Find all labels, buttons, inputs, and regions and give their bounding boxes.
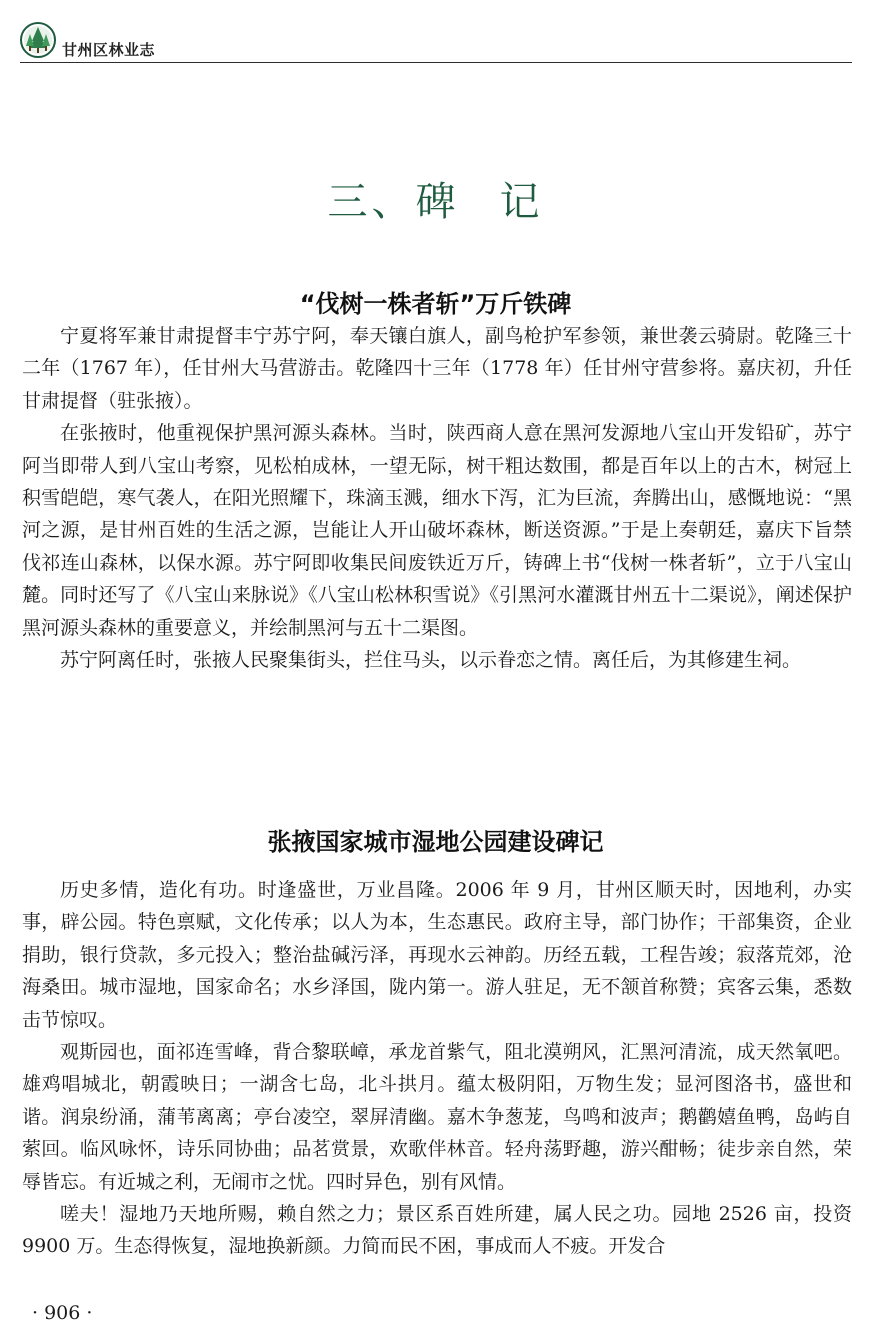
paragraph: 在张掖时，他重视保护黑河源头森林。当时，陕西商人意在黑河发源地八宝山开发铅矿，苏宁阿当即带人到八宝山考察，见松柏成林，一望无际，树干粗达数围，都是百年以上的古木，树冠上积雪皑皑，寒气袭人，在阳光照耀下，珠滴玉溅，细水下泻，汇为巨流，奔腾出山，感慨地说：“黑河之源，是甘州百姓的生活之源，岂能让人开山破坏森林，断送资源。”于是上奏朝廷，嘉庆下旨禁伐祁连山森林，以保水源。苏宁阿即收集民间废铁近万斤，铸碑上书“伐树一株者斩”，立于八宝山麓。同时还写了《八宝山来脉说》《八宝山松林积雪说》《引黑河水灌溉甘州五十二渠说》，阐述保护黑河源头森林的重要意义，并绘制黑河与五十二渠图。 xyxy=(22,422,852,639)
paragraph: 嗟夫！湿地乃天地所赐，赖自然之力；景区系百姓所建，属人民之功。园地 2526 亩，投资 9900 万。生态得恢复，湿地换新颜。力简而民不困，事成而人不疲。开发合 xyxy=(22,1203,852,1258)
page-header xyxy=(20,22,852,63)
book-title: 甘州区林业志 xyxy=(62,41,156,59)
section-title xyxy=(0,170,871,227)
paragraph: 苏宁阿离任时，张掖人民聚集街头，拦住马头，以示眷恋之情。离任后，为其修建生祠。 xyxy=(60,649,802,672)
forest-trees-icon xyxy=(20,22,56,58)
paragraph: 历史多情，造化有功。时逢盛世，万业昌隆。2006 年 9 月，甘州区顺天时，因地利，办实事，辟公园。特色禀赋，文化传承；以人为本，生态惠民。政府主导，部门协作；干部集资，企业捐助，银行贷款，多元投入；整治盐碱污泽，再现水云神韵。历经五载，工程告竣；寂落荒郊，沧海桑田。城市湿地，国家命名；水乡泽国，陇内第一。游人驻足，无不颔首称赞；宾客云集，悉数击节惊叹。 xyxy=(22,879,852,1031)
page-number: · 906 · xyxy=(32,1302,93,1324)
article-title: 张掖国家城市湿地公园建设碑记 xyxy=(267,828,604,856)
article-body xyxy=(22,320,852,676)
paragraph: 宁夏将军兼甘肃提督丰宁苏宁阿，奉天镶白旗人，副鸟枪护军参领，兼世袭云骑尉。乾隆三十二年（1767 年），任甘州大马营游击。乾隆四十三年（1778 年）任甘州守营参将。嘉庆初，升任甘肃提督（驻张掖）。 xyxy=(22,325,852,412)
paragraph: 观斯园也，面祁连雪峰，背合黎联嶂，承龙首紫气，阻北漠朔风，汇黑河清流，成天然氧吧。雄鸡唱城北，朝霞映日；一湖含七岛，北斗拱月。蕴太极阴阳，万物生发；显河图洛书，盛世和谐。润泉纷涌，蒲苇离离；亭台凌空，翠屏清幽。嘉木争葱茏，鸟鸣和波声；鹅鹳嬉鱼鸭，岛屿自萦回。临风咏怀，诗乐同协曲；品茗赏景，欢歌伴林音。轻舟荡野趣，游兴酣畅；徒步亲自然，荣辱皆忘。有近城之利，无闹市之忧。四时异色，别有风情。 xyxy=(22,1041,852,1193)
article-body xyxy=(22,874,852,1263)
article-title: “伐树一株者斩”万斤铁碑 xyxy=(299,290,572,318)
section-title-part1: 三、碑 xyxy=(327,179,460,225)
section-title-part2: 记 xyxy=(499,179,544,225)
